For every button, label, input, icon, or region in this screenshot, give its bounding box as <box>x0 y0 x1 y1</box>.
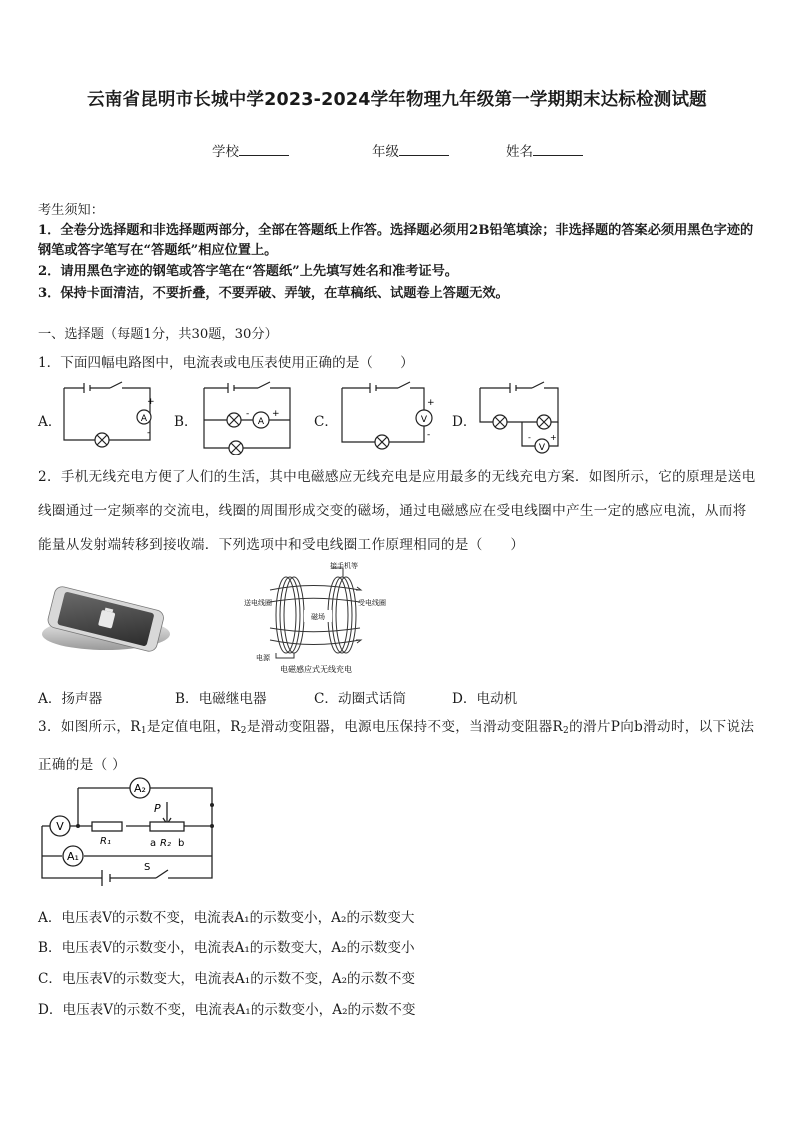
q1-circuit-a <box>60 380 160 450</box>
induction-coil-diagram <box>240 560 390 675</box>
power-label: 电源 <box>256 654 270 662</box>
school-blank <box>239 141 289 156</box>
terminal-a-label: a <box>150 838 157 849</box>
section-heading: 一、选择题（每题1分，共30题，30分） <box>38 327 278 342</box>
top-label: 接手机等 <box>330 562 358 570</box>
grade-label: 年级 <box>372 144 399 160</box>
q2-option-b: B．电磁继电器 <box>175 691 267 707</box>
name-label: 姓名 <box>506 144 533 160</box>
ammeter-a1-label: A₁ <box>67 850 79 863</box>
q1-circuit-d <box>476 378 568 460</box>
voltmeter-d-minus: - <box>528 433 531 442</box>
exam-title: 云南省昆明市长城中学2023-2024学年物理九年级第一学期期末达标检测试题 <box>87 90 707 110</box>
ammeter-a2-label: A₂ <box>134 782 146 795</box>
q3-stem: 3．如图所示，$R_1$是定值电阻，$R_2$是滑动变阻器，电源电压保持不变，当滑动变阻器$R_2$的滑片P向b滑动时，以下说法正确的是（ ） <box>38 719 755 773</box>
voltmeter-d-label: V <box>538 443 546 453</box>
send-coil-label: 送电线圈 <box>244 599 272 607</box>
grade-blank <box>399 141 449 156</box>
ammeter-b-minus: - <box>246 409 250 419</box>
q1-circuit-b <box>198 380 298 455</box>
field-label: 磁场 <box>311 613 325 621</box>
voltmeter-c-label: V <box>420 415 428 425</box>
ammeter-b-label: A <box>257 417 265 427</box>
q1-option-d-label: D． <box>452 414 477 430</box>
q1-option-b-label: B． <box>174 414 198 430</box>
notice-item-2: 2．请用黑色字迹的钢笔或答字笔在“答题纸”上先填写姓名和准考证号。 <box>38 264 458 279</box>
q1-stem: 1．下面四幅电路图中，电流表或电压表使用正确的是（ ） <box>38 355 414 371</box>
q2-stem: 2．手机无线充电方便了人们的生活，其中电磁感应无线充电是应用最多的无线充电方案．如图所示，它的原理是送电线圈通过一定频率的交流电，线圈的周围形成交变的磁场，通过电磁感应在受电线圈中产生一定的感应电流，从而将能量从发射端转移到接收端．下列选项中和受电线圈工作原理相同的是（ ） <box>38 469 756 553</box>
recv-coil-label: 受电线圈 <box>358 599 386 607</box>
voltmeter-c-plus: + <box>427 398 435 408</box>
voltmeter-c-minus: - <box>427 430 431 440</box>
ammeter-a-minus: - <box>147 428 151 438</box>
phone-charger-illustration <box>36 580 172 658</box>
slider-p-label: P <box>154 802 161 815</box>
terminal-b-label: b <box>178 838 185 849</box>
q3-option-b: B．电压表V的示数变小，电流表A₁的示数变大，A₂的示数变小 <box>38 940 415 956</box>
q1-option-a-label: A． <box>38 414 62 430</box>
coil-caption: 电磁感应式无线充电 <box>280 665 352 674</box>
voltmeter-d-plus: + <box>550 433 557 442</box>
notice-item-3: 3．保持卡面清洁，不要折叠，不要弄破、弄皱，在草稿纸、试题卷上答题无效。 <box>38 286 509 301</box>
ammeter-a-plus: + <box>147 397 155 407</box>
q3-option-a: A．电压表V的示数不变，电流表A₁的示数变小，A₂的示数变大 <box>38 910 415 926</box>
school-field <box>212 140 289 160</box>
name-blank <box>533 141 583 156</box>
switch-s-label: S <box>144 862 151 873</box>
notice-item-1: 1．全卷分选择题和非选择题两部分，全部在答题纸上作答。选择题必须用2B铅笔填涂；非选择题的答案必须用黑色字迹的钢笔或答字笔写在“答题纸”相应位置上。 <box>38 223 754 258</box>
q2-option-d: D．电动机 <box>452 691 518 707</box>
q1-circuit-c <box>338 380 438 450</box>
ammeter-b-plus: + <box>272 409 280 419</box>
q2-option-a: A．扬声器 <box>38 691 103 707</box>
voltmeter-label: V <box>56 820 64 833</box>
q3-circuit <box>36 774 226 894</box>
r2-label: R₂ <box>160 838 171 849</box>
q3-option-d: D．电压表V的示数不变，电流表A₁的示数变小，A₂的示数不变 <box>38 1002 416 1018</box>
grade-field <box>372 140 449 160</box>
school-label: 学校 <box>212 144 239 160</box>
q3-option-c: C．电压表V的示数变大，电流表A₁的示数不变，A₂的示数不变 <box>38 971 415 987</box>
r1-label: R₁ <box>100 836 111 847</box>
notice-head: 考生须知： <box>38 203 104 218</box>
name-field <box>506 140 583 160</box>
ammeter-a-label: A <box>140 414 148 424</box>
q2-option-c: C．动圈式话筒 <box>314 691 406 707</box>
q1-option-c-label: C． <box>314 414 338 430</box>
